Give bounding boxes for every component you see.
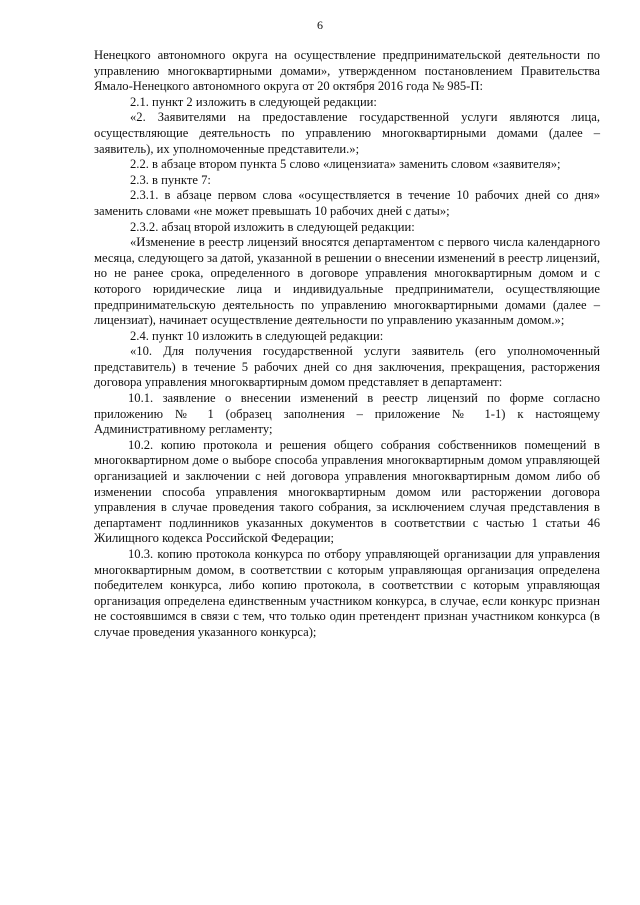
paragraph-quote-registry-changes: «Изменение в реестр лицензий вносятся департаментом с первого числа календарного месяца, следующего за датой, указанной в решении о внесении изменений в реестр лицензий, но не ранее срока, определенного в договоре управления многоквартирным домом и с которого юридические лица и индивидуальные предприниматели, осуществляющие предпринимательскую деятельность по управлению многоквартирными домами (далее – лицензиат), начинает осуществление деятельности по управлению указанным домом.»; [94, 235, 600, 328]
paragraph-continuation: Ненецкого автономного округа на осуществление предпринимательской деятельности по управлению многоквартирными домами», утвержденном постановлением Правительства Ямало-Ненецкого автономного округа от 20 октября 2016 года № 985-П: [94, 48, 600, 94]
paragraph-item-2-3-1: 2.3.1. в абзаце первом слова «осуществляется в течение 10 рабочих дней со дня» заменить словами «не может превышать 10 рабочих дней с даты»; [94, 188, 600, 218]
paragraph-item-2-3-2: 2.3.2. абзац второй изложить в следующей редакции: [130, 219, 415, 234]
paragraph-item-2-2: 2.2. в абзаце втором пункта 5 слово «лицензиата» заменить словом «заявителя»; [130, 157, 561, 172]
paragraph-item-2-1: 2.1. пункт 2 изложить в следующей редакции: [130, 94, 377, 109]
paragraph-quote-item-2: «2. Заявителями на предоставление государственной услуги являются лица, осуществляющие деятельность по управлению многоквартирными домами (далее – заявитель), их уполномоченные представители.»; [94, 110, 600, 156]
paragraph-item-2-3: 2.3. в пункте 7: [130, 172, 211, 187]
paragraph-item-2-4: 2.4. пункт 10 изложить в следующей редакции: [130, 328, 384, 343]
paragraph-item-10-3: 10.3. копию протокола конкурса по отбору управляющей организации для управления многоквартирным домом, в соответствии с которым управляющая организация определена победителем конкурса, либо копию протокола, в соответствии с которым управляющая организация определена единственным участником конкурса, в случае, если конкурс признан не состоявшимся в связи с тем, что только один претендент признан участником конкурса (в случае проведения указанного конкурса); [94, 547, 600, 639]
paragraph-item-10-1: 10.1. заявление о внесении изменений в реестр лицензий по форме согласно приложению № 1 (образец заполнения – приложение № 1-1) к настоящему Административному регламенту; [94, 391, 600, 437]
document-body [94, 48, 600, 641]
paragraph-quote-item-10: «10. Для получения государственной услуги заявитель (его уполномоченный представитель) в течение 5 рабочих дней со дня заключения, прекращения, расторжения договора управления многоквартирным домом представляет в департамент: [94, 344, 600, 390]
paragraph-item-10-2: 10.2. копию протокола и решения общего собрания собственников помещений в многоквартирном доме о выборе способа управления многоквартирным домом управляющей организацией и заключении с ней договора управления многоквартирным домом либо об изменении способа управления многоквартирным домом или расторжении договора управления в случае проведения такого собрания, за исключением случая представления в департамент подлинников указанных документов в соответствии с частью 1 статьи 46 Жилищного кодекса Российской Федерации; [94, 437, 600, 546]
page-number: 6 [317, 18, 323, 32]
